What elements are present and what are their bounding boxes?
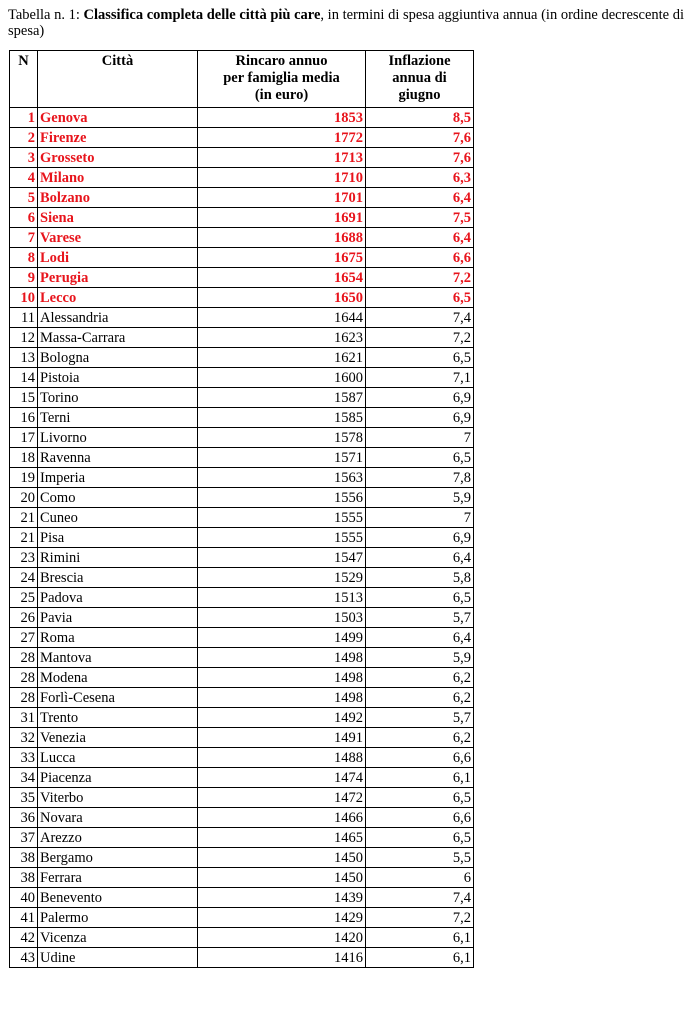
rank-cell: 21 [10, 528, 38, 548]
inflation-cell: 6,3 [366, 168, 474, 188]
rank-cell: 7 [10, 228, 38, 248]
header-city: Città [38, 51, 198, 108]
table-row [10, 828, 474, 848]
city-cell: Udine [38, 948, 198, 968]
city-cell: Forlì-Cesena [38, 688, 198, 708]
cost-cell: 1556 [198, 488, 366, 508]
inflation-cell: 5,7 [366, 708, 474, 728]
header-inflation-line3: giugno [398, 87, 441, 103]
cost-cell: 1498 [198, 648, 366, 668]
table-row [10, 268, 474, 288]
inflation-cell: 5,9 [366, 648, 474, 668]
cost-cell: 1429 [198, 908, 366, 928]
inflation-cell: 7,2 [366, 328, 474, 348]
rank-cell: 15 [10, 388, 38, 408]
city-cell: Palermo [38, 908, 198, 928]
inflation-cell: 6,1 [366, 768, 474, 788]
city-cell: Bologna [38, 348, 198, 368]
rank-cell: 11 [10, 308, 38, 328]
cost-cell: 1701 [198, 188, 366, 208]
table-row [10, 908, 474, 928]
cost-cell: 1472 [198, 788, 366, 808]
rank-cell: 25 [10, 588, 38, 608]
inflation-cell: 7,5 [366, 208, 474, 228]
city-cell: Rimini [38, 548, 198, 568]
table-row [10, 448, 474, 468]
table-row [10, 788, 474, 808]
city-cell: Pisa [38, 528, 198, 548]
inflation-cell: 5,9 [366, 488, 474, 508]
cost-cell: 1644 [198, 308, 366, 328]
city-cell: Ferrara [38, 868, 198, 888]
inflation-cell: 5,8 [366, 568, 474, 588]
header-inflation-line1: Inflazione [388, 53, 451, 69]
rank-cell: 6 [10, 208, 38, 228]
city-cell: Firenze [38, 128, 198, 148]
table-row [10, 888, 474, 908]
inflation-cell: 5,7 [366, 608, 474, 628]
rank-cell: 1 [10, 108, 38, 128]
cost-cell: 1623 [198, 328, 366, 348]
table-row [10, 648, 474, 668]
rank-cell: 2 [10, 128, 38, 148]
inflation-cell: 7,1 [366, 368, 474, 388]
cost-cell: 1621 [198, 348, 366, 368]
table-row [10, 728, 474, 748]
inflation-cell: 6 [366, 868, 474, 888]
cost-cell: 1691 [198, 208, 366, 228]
table-row [10, 768, 474, 788]
cost-cell: 1587 [198, 388, 366, 408]
rank-cell: 28 [10, 688, 38, 708]
table-row [10, 388, 474, 408]
inflation-cell: 7,6 [366, 148, 474, 168]
inflation-cell: 6,5 [366, 448, 474, 468]
table-body [10, 108, 474, 968]
table-row [10, 568, 474, 588]
rank-cell: 31 [10, 708, 38, 728]
cost-cell: 1654 [198, 268, 366, 288]
city-cell: Milano [38, 168, 198, 188]
table-row [10, 928, 474, 948]
rank-cell: 34 [10, 768, 38, 788]
inflation-cell: 6,2 [366, 688, 474, 708]
cost-cell: 1688 [198, 228, 366, 248]
rank-cell: 8 [10, 248, 38, 268]
inflation-cell: 6,4 [366, 628, 474, 648]
inflation-cell: 6,9 [366, 408, 474, 428]
cost-cell: 1420 [198, 928, 366, 948]
rank-cell: 40 [10, 888, 38, 908]
table-row [10, 668, 474, 688]
inflation-cell: 7,2 [366, 908, 474, 928]
cost-cell: 1416 [198, 948, 366, 968]
cost-cell: 1547 [198, 548, 366, 568]
cost-cell: 1491 [198, 728, 366, 748]
city-cell: Arezzo [38, 828, 198, 848]
cost-cell: 1713 [198, 148, 366, 168]
city-cell: Bergamo [38, 848, 198, 868]
table-row [10, 308, 474, 328]
table-row [10, 468, 474, 488]
inflation-cell: 7 [366, 508, 474, 528]
inflation-cell: 6,1 [366, 928, 474, 948]
caption-bold: Classifica completa delle città più care [83, 7, 321, 23]
header-inflation-line2: annua di [392, 70, 447, 86]
rank-cell: 21 [10, 508, 38, 528]
table-row [10, 328, 474, 348]
rank-cell: 38 [10, 868, 38, 888]
city-cell: Pavia [38, 608, 198, 628]
cost-cell: 1563 [198, 468, 366, 488]
table-row [10, 208, 474, 228]
cost-cell: 1555 [198, 508, 366, 528]
rank-cell: 27 [10, 628, 38, 648]
city-cell: Lecco [38, 288, 198, 308]
city-cell: Padova [38, 588, 198, 608]
city-cell: Bolzano [38, 188, 198, 208]
city-cell: Cuneo [38, 508, 198, 528]
inflation-cell: 7,4 [366, 888, 474, 908]
city-cell: Novara [38, 808, 198, 828]
rank-cell: 14 [10, 368, 38, 388]
table-row [10, 348, 474, 368]
city-cell: Ravenna [38, 448, 198, 468]
table-row [10, 868, 474, 888]
inflation-cell: 7,2 [366, 268, 474, 288]
cost-cell: 1439 [198, 888, 366, 908]
rank-cell: 10 [10, 288, 38, 308]
city-cell: Como [38, 488, 198, 508]
cost-cell: 1571 [198, 448, 366, 468]
cost-cell: 1465 [198, 828, 366, 848]
cost-cell: 1772 [198, 128, 366, 148]
inflation-cell: 6,9 [366, 388, 474, 408]
city-cell: Livorno [38, 428, 198, 448]
table-row [10, 708, 474, 728]
caption-rest: , in termini di spesa aggiuntiva annua (in ordine decrescente di spesa) [8, 7, 685, 39]
inflation-cell: 7,4 [366, 308, 474, 328]
table-row [10, 488, 474, 508]
table-row [10, 688, 474, 708]
table-row [10, 948, 474, 968]
table-row [10, 608, 474, 628]
city-cell: Lucca [38, 748, 198, 768]
cost-cell: 1499 [198, 628, 366, 648]
city-cell: Varese [38, 228, 198, 248]
city-cell: Pistoia [38, 368, 198, 388]
table-row [10, 128, 474, 148]
rank-cell: 16 [10, 408, 38, 428]
rank-cell: 35 [10, 788, 38, 808]
city-cell: Benevento [38, 888, 198, 908]
cost-cell: 1710 [198, 168, 366, 188]
rank-cell: 18 [10, 448, 38, 468]
inflation-cell: 6,4 [366, 188, 474, 208]
city-cell: Viterbo [38, 788, 198, 808]
cost-cell: 1650 [198, 288, 366, 308]
city-cell: Lodi [38, 248, 198, 268]
rank-cell: 4 [10, 168, 38, 188]
header-cost-line3: (in euro) [254, 87, 309, 103]
header-cost [198, 51, 366, 108]
inflation-cell: 8,5 [366, 108, 474, 128]
cost-cell: 1853 [198, 108, 366, 128]
city-cell: Torino [38, 388, 198, 408]
header-n: N [10, 51, 38, 108]
inflation-cell: 7,6 [366, 128, 474, 148]
city-ranking-table [9, 50, 474, 968]
city-cell: Vicenza [38, 928, 198, 948]
rank-cell: 17 [10, 428, 38, 448]
rank-cell: 13 [10, 348, 38, 368]
cost-cell: 1585 [198, 408, 366, 428]
header-cost-line2: per famiglia media [223, 70, 340, 86]
table-row [10, 808, 474, 828]
cost-cell: 1675 [198, 248, 366, 268]
cost-cell: 1555 [198, 528, 366, 548]
city-cell: Perugia [38, 268, 198, 288]
rank-cell: 33 [10, 748, 38, 768]
rank-cell: 28 [10, 668, 38, 688]
city-cell: Terni [38, 408, 198, 428]
table-row [10, 548, 474, 568]
cost-cell: 1450 [198, 868, 366, 888]
inflation-cell: 6,1 [366, 948, 474, 968]
rank-cell: 43 [10, 948, 38, 968]
rank-cell: 26 [10, 608, 38, 628]
table-row [10, 628, 474, 648]
inflation-cell: 6,5 [366, 348, 474, 368]
table-row [10, 188, 474, 208]
table-row [10, 168, 474, 188]
table-row [10, 288, 474, 308]
inflation-cell: 6,6 [366, 748, 474, 768]
cost-cell: 1498 [198, 668, 366, 688]
rank-cell: 20 [10, 488, 38, 508]
cost-cell: 1492 [198, 708, 366, 728]
rank-cell: 41 [10, 908, 38, 928]
city-cell: Alessandria [38, 308, 198, 328]
header-inflation [366, 51, 474, 108]
inflation-cell: 6,5 [366, 588, 474, 608]
header-cost-line1: Rincaro annuo [235, 53, 328, 69]
inflation-cell: 6,5 [366, 828, 474, 848]
table-row [10, 228, 474, 248]
table-row [10, 248, 474, 268]
cost-cell: 1450 [198, 848, 366, 868]
cost-cell: 1600 [198, 368, 366, 388]
table-row [10, 428, 474, 448]
rank-cell: 42 [10, 928, 38, 948]
cost-cell: 1466 [198, 808, 366, 828]
rank-cell: 28 [10, 648, 38, 668]
rank-cell: 23 [10, 548, 38, 568]
city-cell: Genova [38, 108, 198, 128]
table-row [10, 148, 474, 168]
rank-cell: 37 [10, 828, 38, 848]
table-row [10, 588, 474, 608]
city-cell: Mantova [38, 648, 198, 668]
table-row [10, 368, 474, 388]
city-cell: Modena [38, 668, 198, 688]
city-cell: Roma [38, 628, 198, 648]
city-cell: Grosseto [38, 148, 198, 168]
table-row [10, 408, 474, 428]
table-row [10, 848, 474, 868]
cost-cell: 1474 [198, 768, 366, 788]
city-cell: Siena [38, 208, 198, 228]
inflation-cell: 6,2 [366, 728, 474, 748]
table-row [10, 528, 474, 548]
table-caption [8, 7, 688, 39]
cost-cell: 1529 [198, 568, 366, 588]
rank-cell: 3 [10, 148, 38, 168]
cost-cell: 1488 [198, 748, 366, 768]
cost-cell: 1498 [198, 688, 366, 708]
caption-prefix: Tabella n. 1: [8, 7, 84, 23]
inflation-cell: 7 [366, 428, 474, 448]
rank-cell: 32 [10, 728, 38, 748]
table-row [10, 508, 474, 528]
city-cell: Imperia [38, 468, 198, 488]
city-cell: Piacenza [38, 768, 198, 788]
city-cell: Trento [38, 708, 198, 728]
inflation-cell: 6,5 [366, 788, 474, 808]
inflation-cell: 6,6 [366, 808, 474, 828]
rank-cell: 19 [10, 468, 38, 488]
inflation-cell: 6,2 [366, 668, 474, 688]
rank-cell: 5 [10, 188, 38, 208]
inflation-cell: 6,6 [366, 248, 474, 268]
table-row [10, 108, 474, 128]
cost-cell: 1578 [198, 428, 366, 448]
inflation-cell: 6,9 [366, 528, 474, 548]
inflation-cell: 7,8 [366, 468, 474, 488]
rank-cell: 12 [10, 328, 38, 348]
inflation-cell: 5,5 [366, 848, 474, 868]
rank-cell: 36 [10, 808, 38, 828]
city-cell: Venezia [38, 728, 198, 748]
rank-cell: 38 [10, 848, 38, 868]
inflation-cell: 6,4 [366, 228, 474, 248]
inflation-cell: 6,5 [366, 288, 474, 308]
city-cell: Massa-Carrara [38, 328, 198, 348]
city-cell: Brescia [38, 568, 198, 588]
header-row [10, 51, 474, 108]
cost-cell: 1503 [198, 608, 366, 628]
table-row [10, 748, 474, 768]
rank-cell: 9 [10, 268, 38, 288]
cost-cell: 1513 [198, 588, 366, 608]
rank-cell: 24 [10, 568, 38, 588]
inflation-cell: 6,4 [366, 548, 474, 568]
